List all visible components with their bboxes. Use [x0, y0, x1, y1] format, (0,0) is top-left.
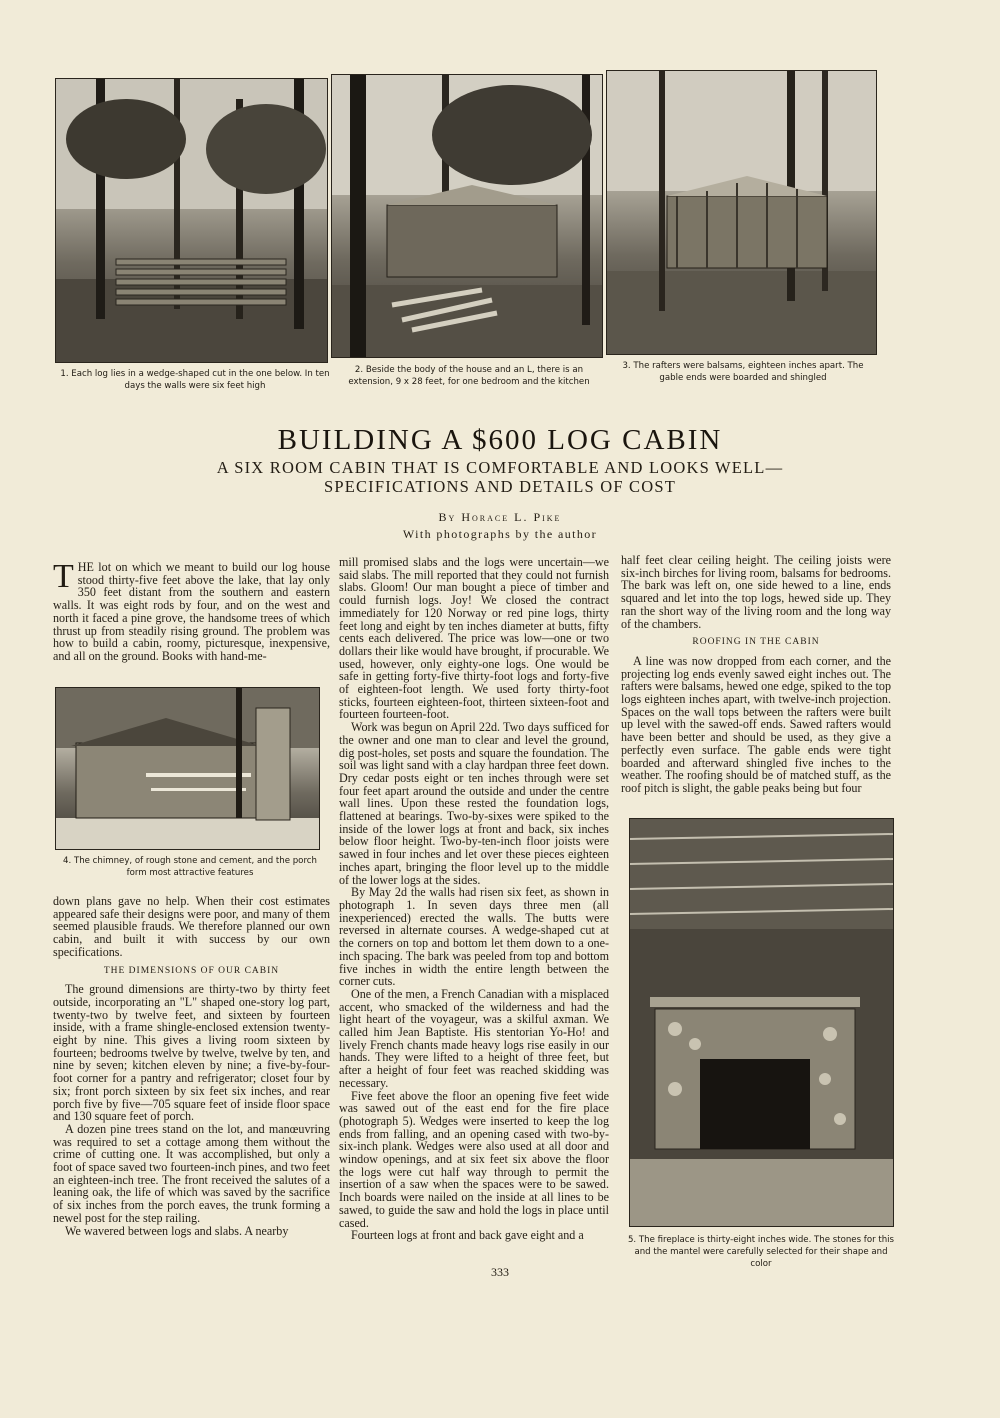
tree-scene-icon	[56, 79, 327, 362]
article-title: BUILDING A $600 LOG CABIN	[277, 424, 723, 456]
cabin-scene-icon	[56, 688, 319, 849]
paragraph: mill promised slabs and the logs were uncertain—we said slabs. The mill reported that they could not furnish slabs. Gloom! Our man bought a piece of timber and could furnish logs. Joy! We closed the contract immediately for 120 Norway or red pine logs, thirty feet long and eight by ten inches diameter at butts, fifty cents each delivered. The price was low—one or two dollars their like would have brought, if procurable. We used, however, only eighty-one logs. One would be safe in getting forty-five thirty-foot logs and forty-five of eighteen-foot length. We used forty thirty-foot sticks, fourteen eighteen-foot, thirteen sixteen-foot and fourteen fourteen-foot.	[339, 555, 609, 722]
tree-scene-icon	[332, 75, 602, 357]
paragraph: A dozen pine trees stand on the lot, and manœuvring was required to set a cottage among them without the crime of cutting one. It was accomplished, but only a foot of space saved two fourteen-inch pines, and two feet an eighteen-inch tree. The front received the salutes of a leaning oak, the life of which was saved by the sacrifice of six inches from the porch eaves, the trunk forming a newel post for the step railing.	[53, 1121, 330, 1225]
paragraph: Fourteen logs at front and back gave eight and a	[351, 1228, 584, 1243]
paragraph: We wavered between logs and slabs. A nearby	[65, 1223, 289, 1238]
drop-cap: T	[53, 558, 74, 595]
photo-log-walls	[55, 78, 328, 363]
paragraph: down plans gave no help. When their cost estimates appeared safe their designs were poor, and many of them seemed plausible frauds. We therefore planned our own cabin, and built it with success by our own specifications.	[53, 894, 330, 959]
paragraph: The ground dimensions are thirty-two by thirty feet outside, incorporating an "L" shaped one-story log part, twenty-two by twelve feet, and sixteen by fourteen inside, with a frame shingle-enclosed extension twenty-eight by nine. This gives a living room sixteen by fourteen; bedrooms twelve by twelve, twelve by ten, and nine by seven; kitchen eleven by nine; a five-by-four-foot corner for a pantry and refrigerator; closet four by six; front porch sixteen by six feet six inches, and rear porch five by five—705 square feet of inside floor space and 130 square feet of porch.	[53, 982, 330, 1124]
column-1-bottom	[53, 895, 330, 1237]
fireplace-icon	[630, 819, 893, 1226]
paragraph-text: HE lot on which we meant to build our log house stood thirty-five feet above the lake, that lay only 350 feet distant from the southern and eastern walls. It was eight rods by four, and on the west and north it faced a pine grove, the handsome trees of which thrust up from steadily rising ground. The problem was how to build a cabin, roomy, picturesque, inexpensive, and all on the ground. Books with hand-me-	[53, 560, 330, 663]
section-heading-roofing: ROOFING IN THE CABIN	[692, 637, 820, 648]
photo5-caption: 5. The fireplace is thirty-eight inches wide. The stones for this and the mantel were carefully selected for their shape and color	[627, 1235, 895, 1269]
page-number: 333	[491, 1265, 509, 1279]
paragraph: Work was begun on April 22d. Two days sufficed for the owner and one man to clear and level the ground, dig post-holes, set posts and square the foundation. The soil was light sand with a clay hardpan three feet down. Dry cedar posts eight or ten inches through were set four feet apart around the outside and under the centre wall lines. Upon these rested the foundation logs, flattened at bearings. Two-by-sixes were spiked to the inside of the lower logs at front and back, six inches below floor height. Two-by-ten-inch floor joists were sawed in four inches and let over these pieces eighteen inches apart, bringing the floor level up to the middle of the lower logs at the sides.	[339, 720, 609, 887]
photo-chimney-porch	[55, 687, 320, 850]
paragraph: One of the men, a French Canadian with a misplaced accent, who smacked of the wilderness and had the light heart of the voyageur, was a skilful axman. We called him Jean Baptiste. His stentorian Yo-Ho! and lively French chants made heavy logs rise easily in our hands. They were lifted to a height of three feet, but after a height of four feet was reached skidding was necessary.	[339, 986, 609, 1090]
article-subtitle: A SIX ROOM CABIN THAT IS COMFORTABLE AND LOOKS WELL—SPECIFICATIONS AND DETAILS OF COST	[216, 458, 784, 496]
photo-credit: With photographs by the author	[402, 527, 598, 541]
paragraph	[53, 558, 330, 663]
article-byline: By Horace L. Pike	[438, 510, 562, 524]
photo-rafters	[606, 70, 877, 355]
photo3-caption: 3. The rafters were balsams, eighteen inches apart. The gable ends were boarded and shingled	[622, 361, 864, 383]
tree-scene-icon	[607, 71, 876, 354]
paragraph: A line was now dropped from each corner, and the projecting log ends evenly sawed eight inches out. The rafters were balsams, hewed one edge, spiked to the top logs eighteen inches apart, with twelve-inch projection. Spaces on the wall tops between the rafters were built up level with the sawed-off ends. Sawed rafters would have been better and should be used, as they give a perfectly even surface. The gable ends were tight boarded and afterward shingled five inches to the weather. The roofing should be of matched stuff, as the roof pitch is slight, the gable peaks being but four	[621, 653, 891, 795]
section-heading-dimensions: THE DIMENSIONS OF OUR CABIN	[103, 965, 280, 976]
column-2	[339, 556, 609, 1242]
paragraph: half feet clear ceiling height. The ceiling joists were six-inch birches for living room, balsams for bedrooms. The bark was left on, one side hewed to a line, ends squared and let into the top logs, hewed side up. They ran the short way of the living room and the long way of the chambers.	[621, 553, 891, 631]
column-3	[621, 554, 891, 795]
photo-fireplace	[629, 818, 894, 1227]
column-1-top	[53, 558, 330, 663]
paragraph: Five feet above the floor an opening five feet wide was sawed out of the east end for the fire place (photograph 5). Wedges were inserted to keep the log ends from falling, and an opening cased with two-by-six-inch plank. Wedges were also used at all door and window openings, and at six feet six above the floor the logs were cut half way through to permit the insertion of a saw when the spaces were to be sawed. Inch boards were nailed on the inside at all lines to be sawed, to guide the saw and hold the logs in place until cased.	[339, 1088, 609, 1230]
paragraph: By May 2d the walls had risen six feet, as shown in photograph 1. In seven days three men (all inexperienced) erected the walls. The butts were reversed in alternate courses. A wedge-shaped cut at the corners on top and bottom let them down to a one-inch spacing. The bark was peeled from top and bottom five inches in width the entire length between the corner cuts.	[339, 885, 609, 989]
photo4-caption: 4. The chimney, of rough stone and cement, and the porch form most attractive features	[63, 856, 317, 878]
photo1-caption: 1. Each log lies in a wedge-shaped cut in the one below. In ten days the walls were six feet high	[60, 369, 330, 391]
photo-house-and-l	[331, 74, 603, 358]
photo2-caption: 2. Beside the body of the house and an L, there is an extension, 9 x 28 feet, for one bedroom and the kitchen	[348, 365, 590, 387]
